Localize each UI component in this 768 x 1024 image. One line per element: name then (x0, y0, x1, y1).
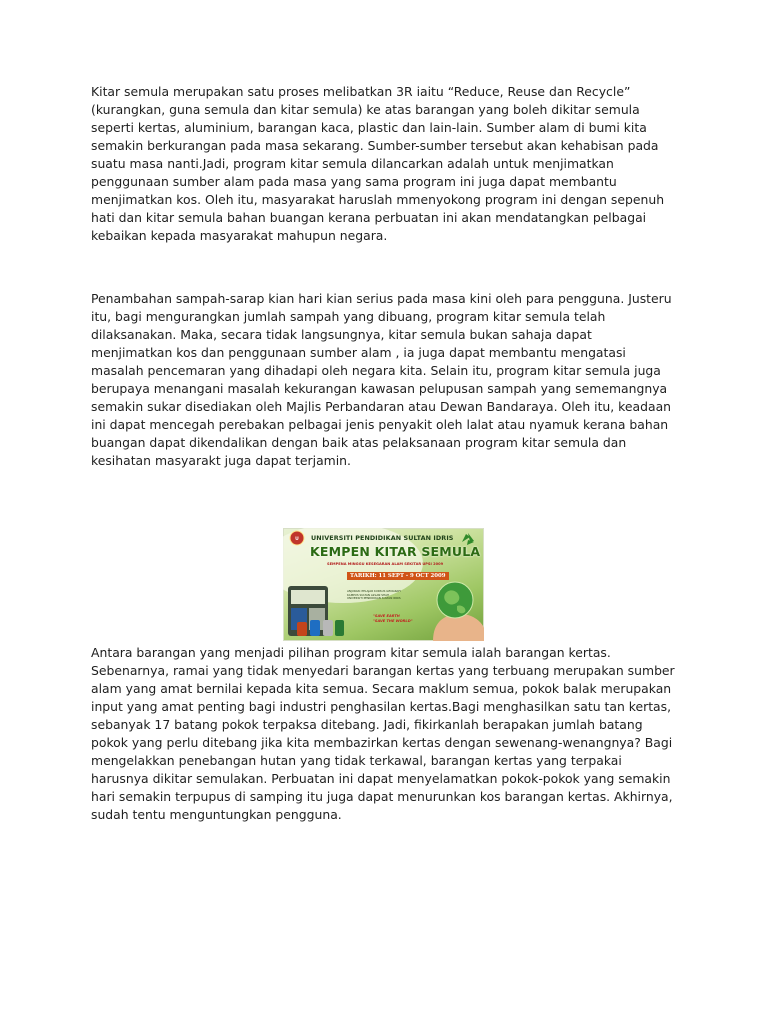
poster-organizer-text: ANJURAN: PELAJAR KURSUS GEOGRAFI KAMPUS SULTAN AZLAN SHAH UNIVERSITI PENDIDIKAN SULTAN IDRIS (347, 589, 401, 601)
hands-globe-illustration (433, 582, 484, 641)
poster-date-banner: TARIKH: 11 SEPT - 9 OCT 2009 (347, 572, 449, 580)
poster-slogan: "SAVE EARTH "SAVE THE WORLD" (373, 614, 413, 623)
paragraph-waste: Penambahan sampah-sarap kian hari kian serius pada masa kini oleh para pengguna. Justeru itu, bagi mengurangkan jumlah sampah yang dibuang, program kitar semula telah dilaksanakan. Maka, secara tidak langsungnya, kitar semula bukan sahaja dapat menjimatkan kos dan penggunaan sumber alam , ia juga dapat membantu mengatasi masalah pencemaran yang dihadapi oleh negara kita. Selain itu, program kitar semula juga berupaya menangani masalah kekurangan kawasan pelupusan sampah yang sememangnya semakin sukar disediakan oleh Majlis Perbandaran atau Dewan Bandaraya. Oleh itu, keadaan ini dapat mencegah perebakan pelbagai jenis penyakit oleh lalat atau nyamuk kerana bahan buangan dapat dikendalikan dengan baik atas pelaksanaan program kitar semula dan kesihatan masyarakt juga dapat terjamin. (91, 291, 672, 468)
svg-text:U: U (295, 537, 299, 542)
poster-title: KEMPEN KITAR SEMULA (310, 544, 481, 559)
recycling-campaign-poster (283, 528, 484, 641)
poster-university-name: UNIVERSITI PENDIDIKAN SULTAN IDRIS (311, 534, 454, 542)
paragraph-paper: Antara barangan yang menjadi pilihan program kitar semula ialah barangan kertas. Sebenarnya, ramai yang tidak menyedari barangan kertas yang terbuang merupakan sumber alam yang amat bernilai kepada kita semua. Secara maklum semua, pokok balak merupakan input yang amat penting bagi industri penghasilan kertas.Bagi menghasilkan satu tan kertas, sebanyak 17 batang pokok terpaksa ditebang. Jadi, fikirkanlah berapakan jumlah batang pokok yang perlu ditebang jika kita membazirkan kertas dengan sewenang-wenangnya? Bagi mengelakkan penebangan hutan yang tidak terkawal, barangan kertas yang terpakai harusnya dikitar semulakan. Perbuatan ini dapat menyelamatkan pokok-pokok yang semakin hari semakin terpupus di samping itu juga dapat menurunkan kos barangan kertas. Akhirnya, sudah tentu menguntungkan pengguna. (91, 645, 675, 822)
poster-subtitle: SEMPENA MINGGU KESEGARAN ALAM SEKITAR UPSI 2009 (327, 562, 444, 566)
paragraph-intro: Kitar semula merupakan satu proses melibatkan 3R iaitu “Reduce, Reuse dan Recycle” (kurangkan, guna semula dan kitar semula) ke atas barangan yang boleh dikitar semula seperti kertas, aluminium, barangan kaca, plastic dan lain-lain. Sumber alam di bumi kita semakin berkurangan pada masa sekarang. Sumber-sumber tersebut akan kehabisan pada suatu masa nanti.Jadi, program kitar semula dilancarkan adalah untuk menjimatkan penggunaan sumber alam pada masa yang sama program ini juga dapat membantu menjimatkan kos. Oleh itu, masyarakat haruslah mmenyokong program ini dengan sepenuh hati dan kitar semula bahan buangan kerana perbuatan ini akan mendatangkan pelbagai kebaikan kepada masyarakat mahupun negara. (91, 84, 665, 243)
